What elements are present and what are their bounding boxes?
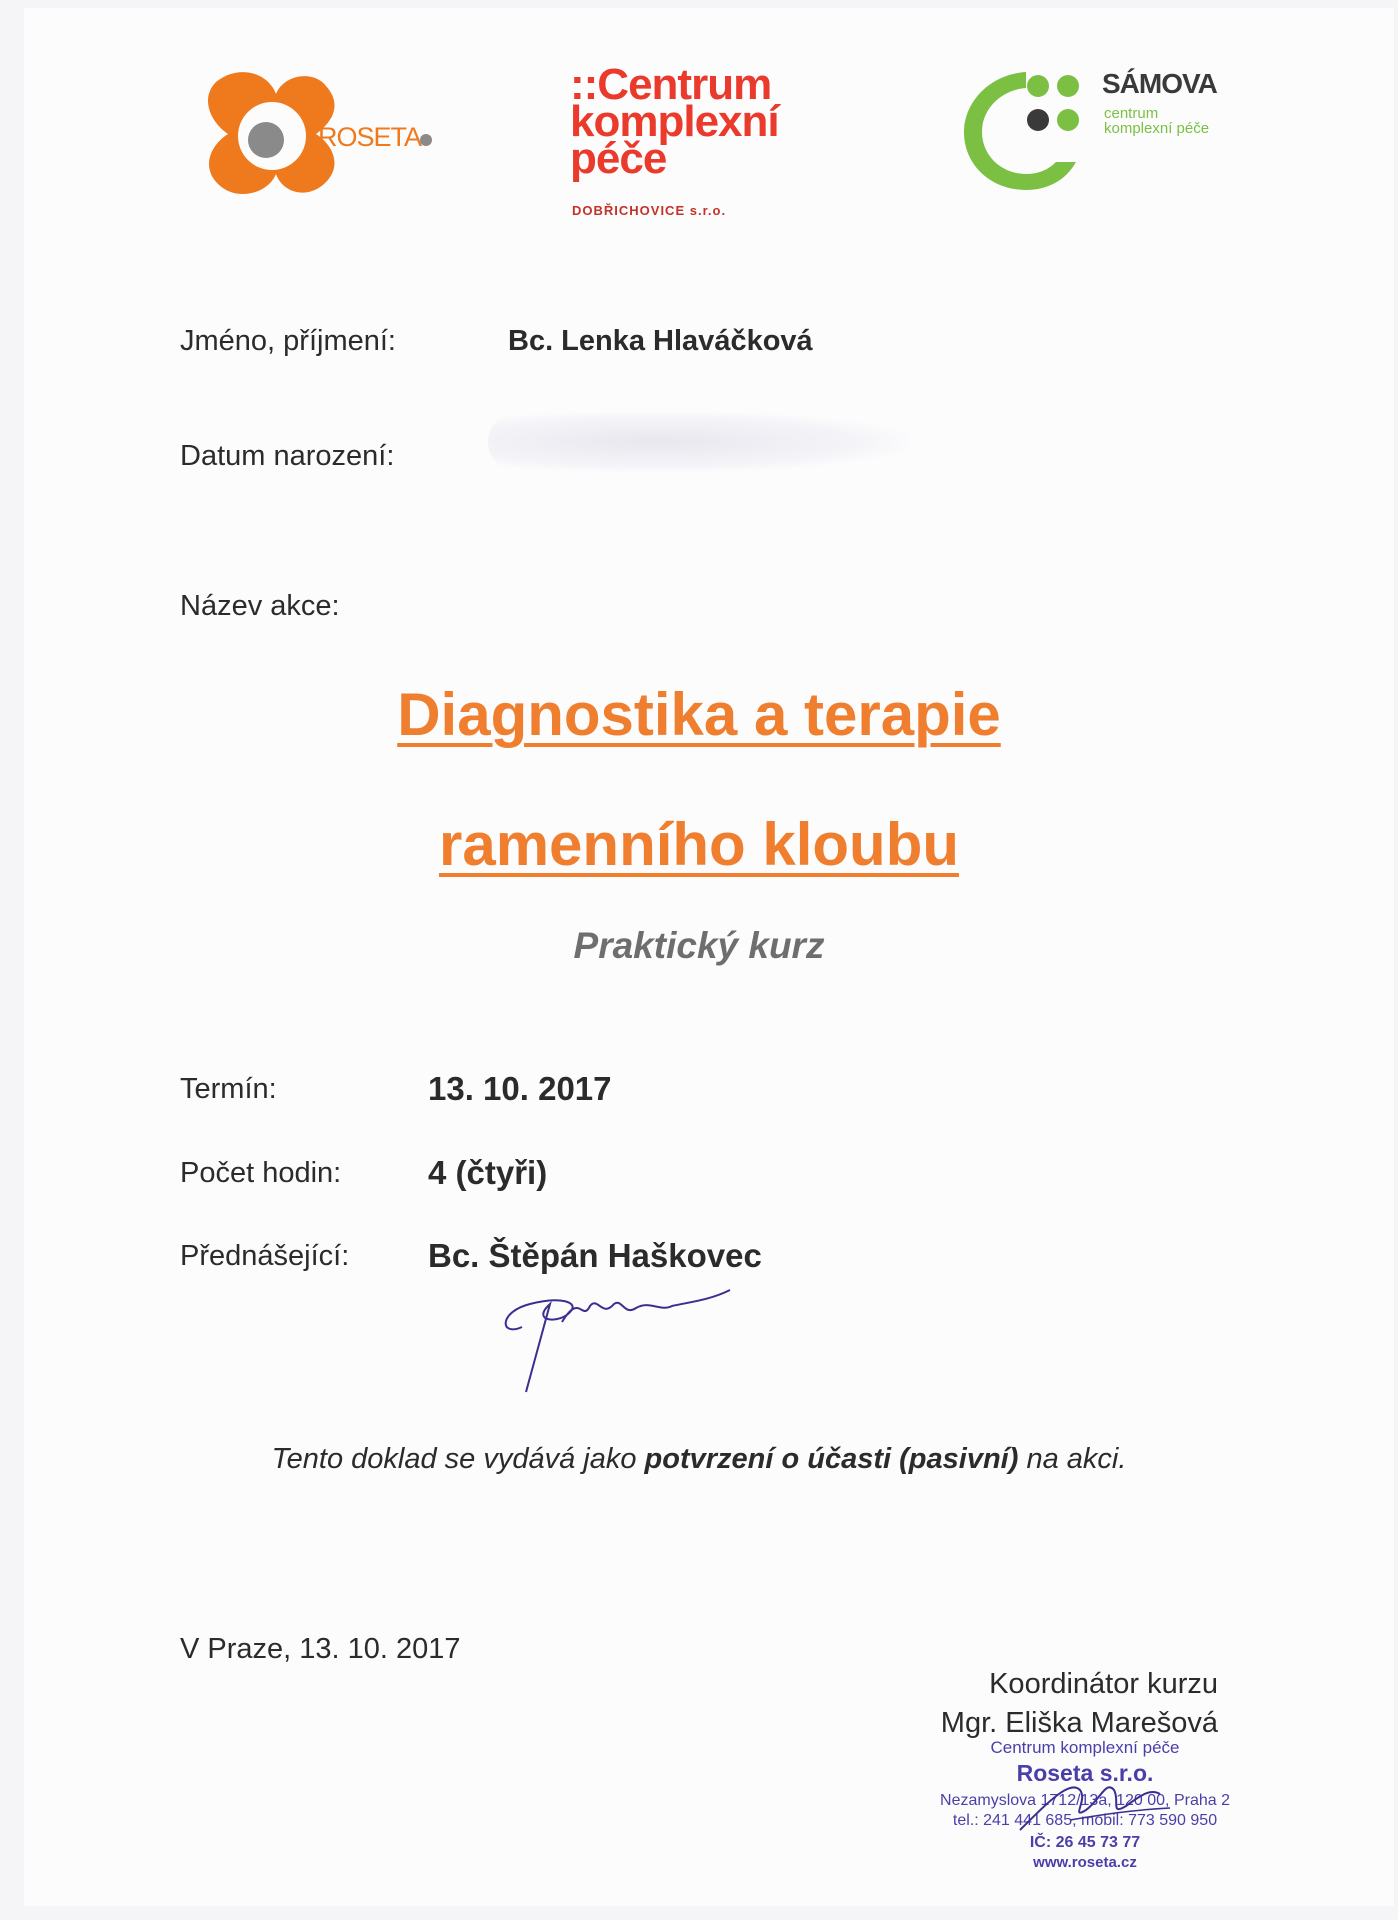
centrum-komplexni-pece-logo xyxy=(562,60,822,220)
course-subtitle: Praktický kurz xyxy=(573,925,825,966)
birth-date-redacted xyxy=(488,412,908,472)
stamp-line1: Centrum komplexní péče xyxy=(990,1738,1180,1757)
note-text-bold: potvrzení o účasti (pasivní) xyxy=(644,1443,1019,1475)
lecturer-signature xyxy=(490,1282,740,1402)
course-title-line1: Diagnostika a terapie xyxy=(397,681,1001,748)
name-label: Jméno, příjmení: xyxy=(180,325,396,357)
roseta-logo xyxy=(198,64,438,204)
ckp-logo-line3: péče xyxy=(570,134,667,183)
birth-date-label: Datum narození: xyxy=(180,440,395,472)
coordinator-name: Mgr. Eliška Marešová xyxy=(940,1707,1218,1739)
samova-subtitle-line1: centrum xyxy=(1104,105,1159,122)
stamp-line5: IČ: 26 45 73 77 xyxy=(1029,1834,1141,1851)
ckp-logo-line2: komplexní xyxy=(570,97,779,146)
ckp-logo-subtitle: DOBŘICHOVICE s.r.o. xyxy=(572,203,727,218)
samova-wordmark: SÁMOVA xyxy=(1102,68,1217,99)
term-label: Termín: xyxy=(180,1073,277,1105)
lecturer-value: Bc. Štěpán Haškovec xyxy=(428,1237,762,1274)
place-date: V Praze, 13. 10. 2017 xyxy=(180,1633,461,1665)
samova-logo xyxy=(960,66,1260,196)
note-text-after: na akci. xyxy=(1018,1443,1127,1475)
coordinator-role: Koordinátor kurzu xyxy=(989,1668,1218,1700)
hours-value: 4 (čtyři) xyxy=(428,1154,548,1191)
name-value: Bc. Lenka Hlaváčková xyxy=(508,325,813,357)
coordinator-signature xyxy=(1010,1760,1190,1850)
stamp-line4: tel.: 241 441 685, mobil: 773 590 950 xyxy=(952,1812,1218,1829)
ckp-logo-line1: ::Centrum xyxy=(570,60,772,109)
course-title-line2: ramenního kloubu xyxy=(438,811,960,878)
stamp-line6: www.roseta.cz xyxy=(1033,1854,1137,1871)
roseta-wordmark: ROSETA xyxy=(318,122,422,152)
term-value: 13. 10. 2017 xyxy=(428,1070,612,1107)
confirmation-note xyxy=(0,1443,1398,1476)
event-name-label: Název akce: xyxy=(180,590,340,622)
lecturer-label: Přednášející: xyxy=(180,1240,350,1272)
hours-label: Počet hodin: xyxy=(180,1157,342,1189)
note-text-before: Tento doklad se vydává jako xyxy=(271,1443,645,1475)
stamp-line3: Nezamyslova 1712/13a, 120 00, Praha 2 xyxy=(940,1792,1230,1809)
samova-subtitle-line2: komplexní péče xyxy=(1104,120,1210,137)
samova-logo-mark xyxy=(960,66,1100,196)
stamp-line2: Roseta s.r.o. xyxy=(1016,1760,1154,1786)
